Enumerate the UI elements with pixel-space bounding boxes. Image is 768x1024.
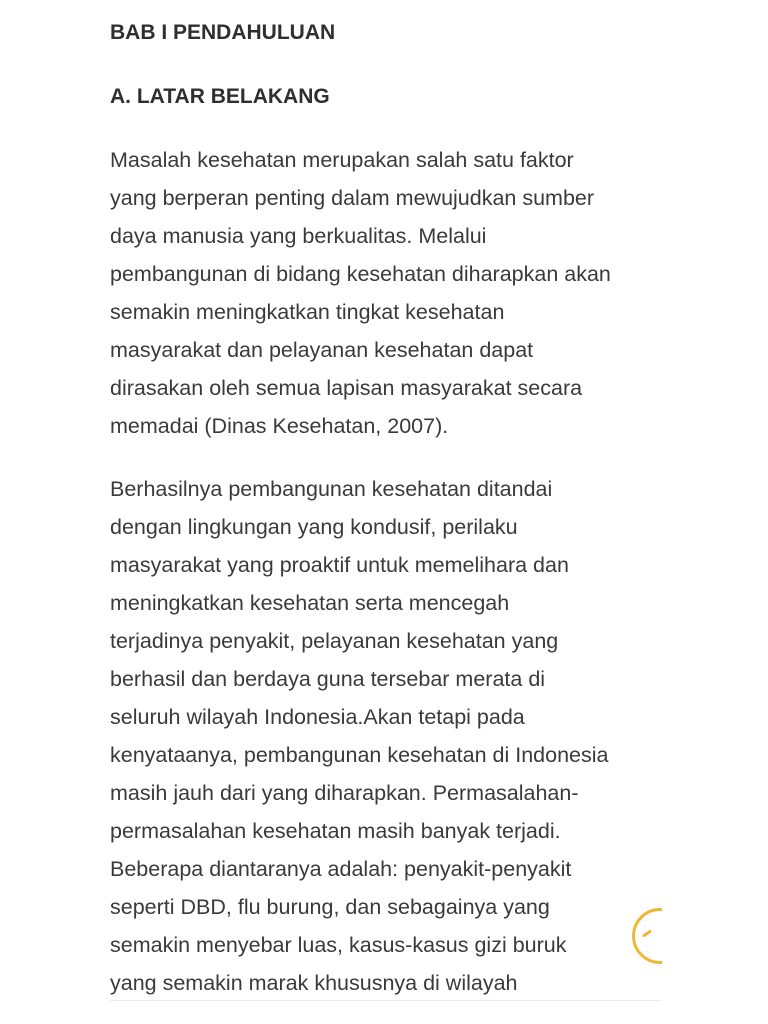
article-content [110,0,662,1000]
paragraph-line: terjadinya penyakit, pelayanan kesehatan yang [110,629,559,653]
paragraph-line: masyarakat yang proaktif untuk memelihara dan [110,553,569,577]
paragraph-line: Beberapa diantaranya adalah: penyakit-penyakit [110,857,572,881]
floating-button-ring [632,908,662,964]
paragraph-line: yang semakin marak khususnya di wilayah [110,971,518,995]
floating-action-button[interactable] [632,908,662,968]
paragraph-line: yang berperan penting dalam mewujudkan sumber [110,186,595,210]
paragraph-line: seperti DBD, flu burung, dan sebagainya yang [110,895,550,919]
paragraph-line: semakin meningkatkan tingkat kesehatan [110,300,505,324]
paragraph-line: masih jauh dari yang diharapkan. Permasalahan- [110,781,579,805]
paragraph-line: meningkatkan kesehatan serta mencegah [110,591,510,615]
paragraph-line: berhasil dan berdaya guna tersebar merata di [110,667,546,691]
paragraph-line: Berhasilnya pembangunan kesehatan ditandai [110,477,553,501]
paragraph-line: permasalahan kesehatan masih banyak terjadi. [110,819,561,843]
paragraph-line: memadai (Dinas Kesehatan, 2007). [110,414,449,438]
paragraph-line: semakin menyebar luas, kasus-kasus gizi buruk [110,933,567,957]
paragraph-line: dengan lingkungan yang kondusif, perilaku [110,515,518,539]
paragraph-line: seluruh wilayah Indonesia.Akan tetapi pada [110,705,525,729]
paragraph-line: masyarakat dan pelayanan kesehatan dapat [110,338,534,362]
paragraph-line: pembangunan di bidang kesehatan diharapkan akan [110,262,611,286]
paragraph-line: Masalah kesehatan merupakan salah satu faktor [110,148,574,172]
bottom-divider [110,1000,662,1001]
paragraph-line: dirasakan oleh semua lapisan masyarakat secara [110,376,583,400]
chapter-title: BAB I PENDAHULUAN [110,21,336,44]
paragraph-line: kenyataanya, pembangunan kesehatan di Indonesia [110,743,609,767]
section-title: A. LATAR BELAKANG [110,85,330,108]
paragraph-line: daya manusia yang berkualitas. Melalui [110,224,487,248]
